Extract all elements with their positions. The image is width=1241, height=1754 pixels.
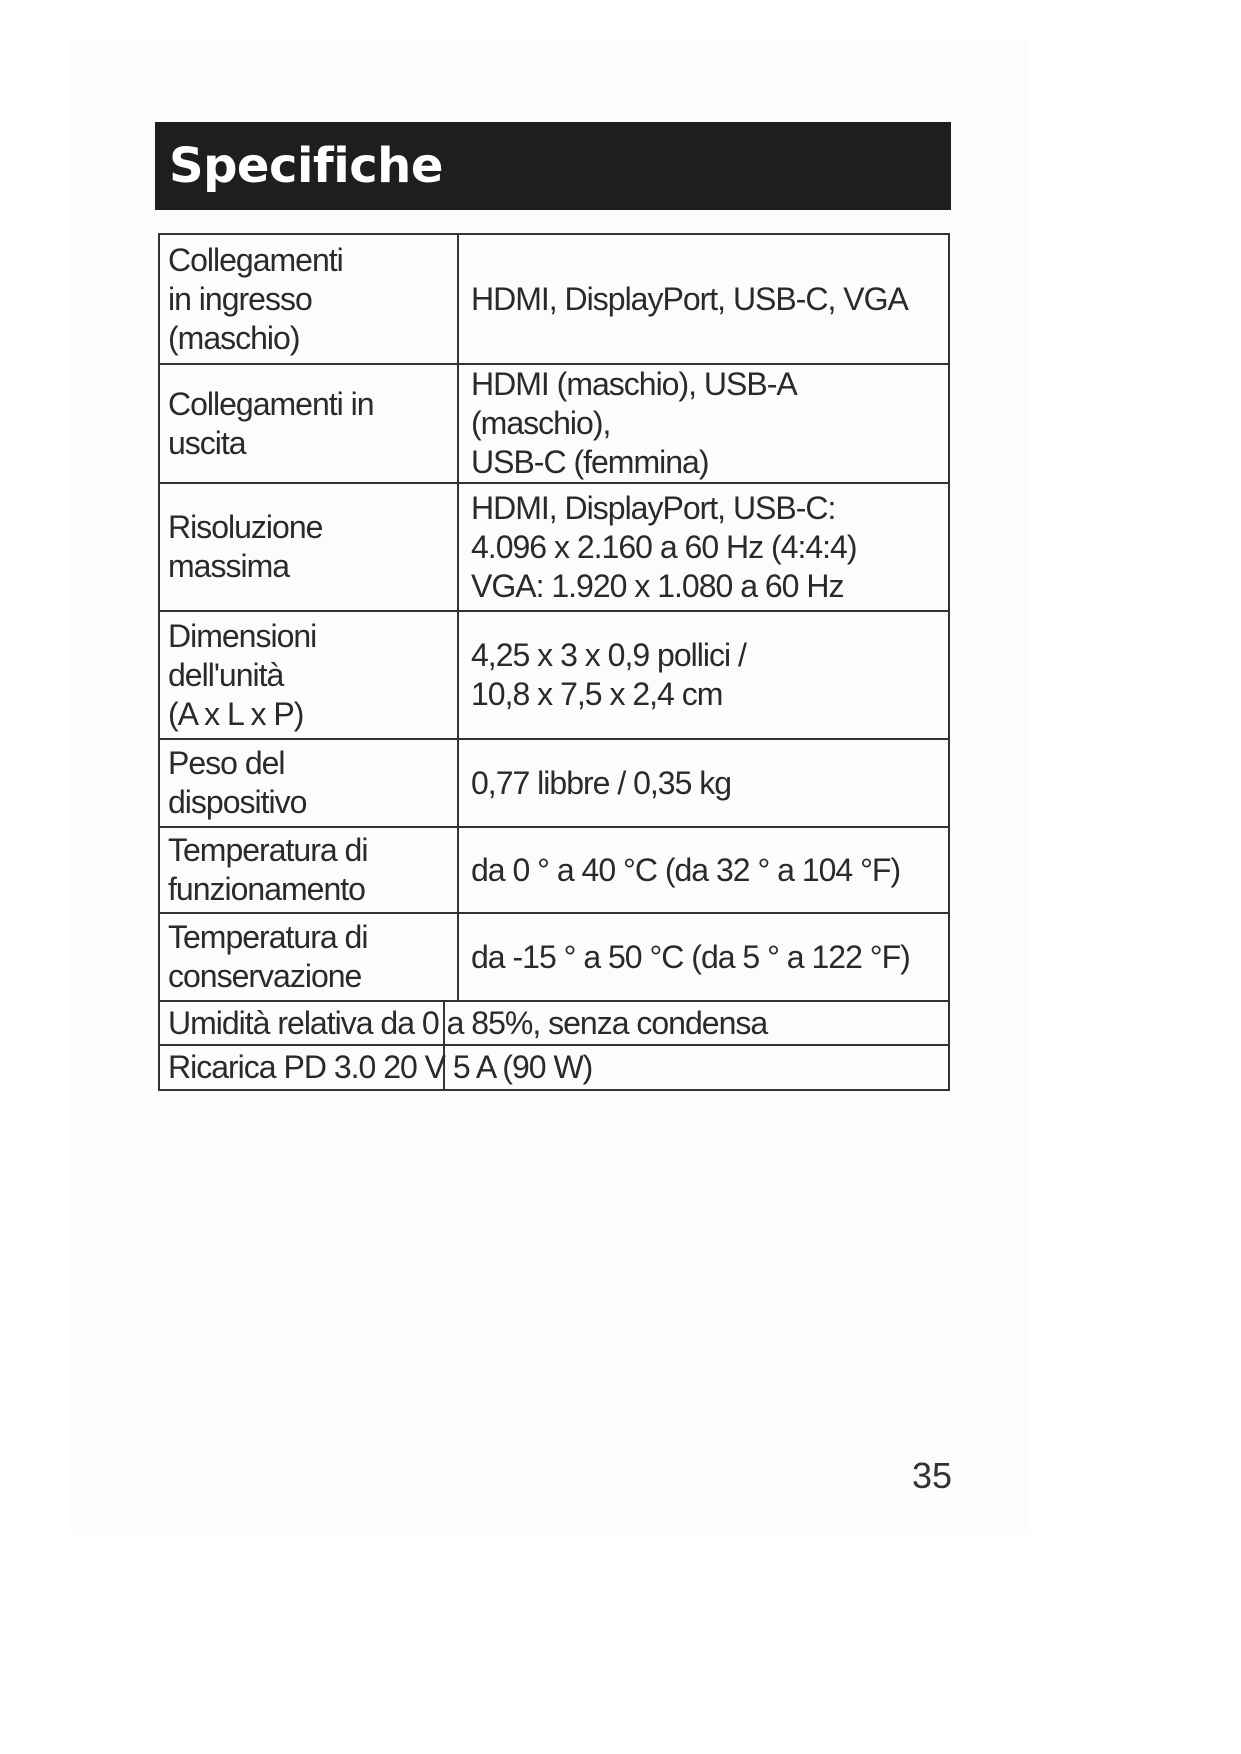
- table-row: [159, 739, 949, 827]
- spec-label-storage-temperature: Temperatura di conservazione: [159, 913, 458, 1001]
- table-row: [159, 1001, 949, 1045]
- table-row: [159, 827, 949, 913]
- spec-value-weight: 0,77 libbre / 0,35 kg: [458, 739, 949, 827]
- spec-value-input-connections: HDMI, DisplayPort, USB-C, VGA: [458, 234, 949, 364]
- page-number: 35: [911, 1455, 952, 1496]
- table-row: [159, 364, 949, 483]
- spec-label-operating-temperature: Temperatura di funzionamento: [159, 827, 458, 913]
- spec-note-charging: Ricarica PD 3.0 20 V 5 A (90 W): [159, 1045, 949, 1090]
- spec-value-storage-temperature: da -15 ° a 50 °C (da 5 ° a 122 °F): [458, 913, 949, 1001]
- spec-value-operating-temperature: da 0 ° a 40 °C (da 32 ° a 104 °F): [458, 827, 949, 913]
- spec-label-input-connections: Collegamenti in ingresso (maschio): [159, 234, 458, 364]
- table-row: [159, 234, 949, 364]
- spec-value-max-resolution: HDMI, DisplayPort, USB-C: 4.096 x 2.160 a 60 Hz (4:4:4) VGA: 1.920 x 1.080 a 60 Hz: [458, 483, 949, 611]
- table-row: [159, 913, 949, 1001]
- spec-label-weight: Peso del dispositivo: [159, 739, 458, 827]
- table-row: [159, 1045, 949, 1090]
- specifications-table: [158, 233, 950, 1091]
- spec-label-output-connections: Collegamenti in uscita: [159, 364, 458, 483]
- spec-note-humidity: Umidità relativa da 0 a 85%, senza condensa: [159, 1001, 949, 1045]
- spec-label-dimensions: Dimensioni dell'unità (A x L x P): [159, 611, 458, 739]
- section-header: [155, 122, 951, 210]
- spec-label-max-resolution: Risoluzione massima: [159, 483, 458, 611]
- table-row: [159, 611, 949, 739]
- spec-value-output-connections: HDMI (maschio), USB-A (maschio), USB-C (femmina): [458, 364, 949, 483]
- page-title: Specifiche: [169, 138, 443, 194]
- table-row: [159, 483, 949, 611]
- spec-value-dimensions: 4,25 x 3 x 0,9 pollici / 10,8 x 7,5 x 2,4 cm: [458, 611, 949, 739]
